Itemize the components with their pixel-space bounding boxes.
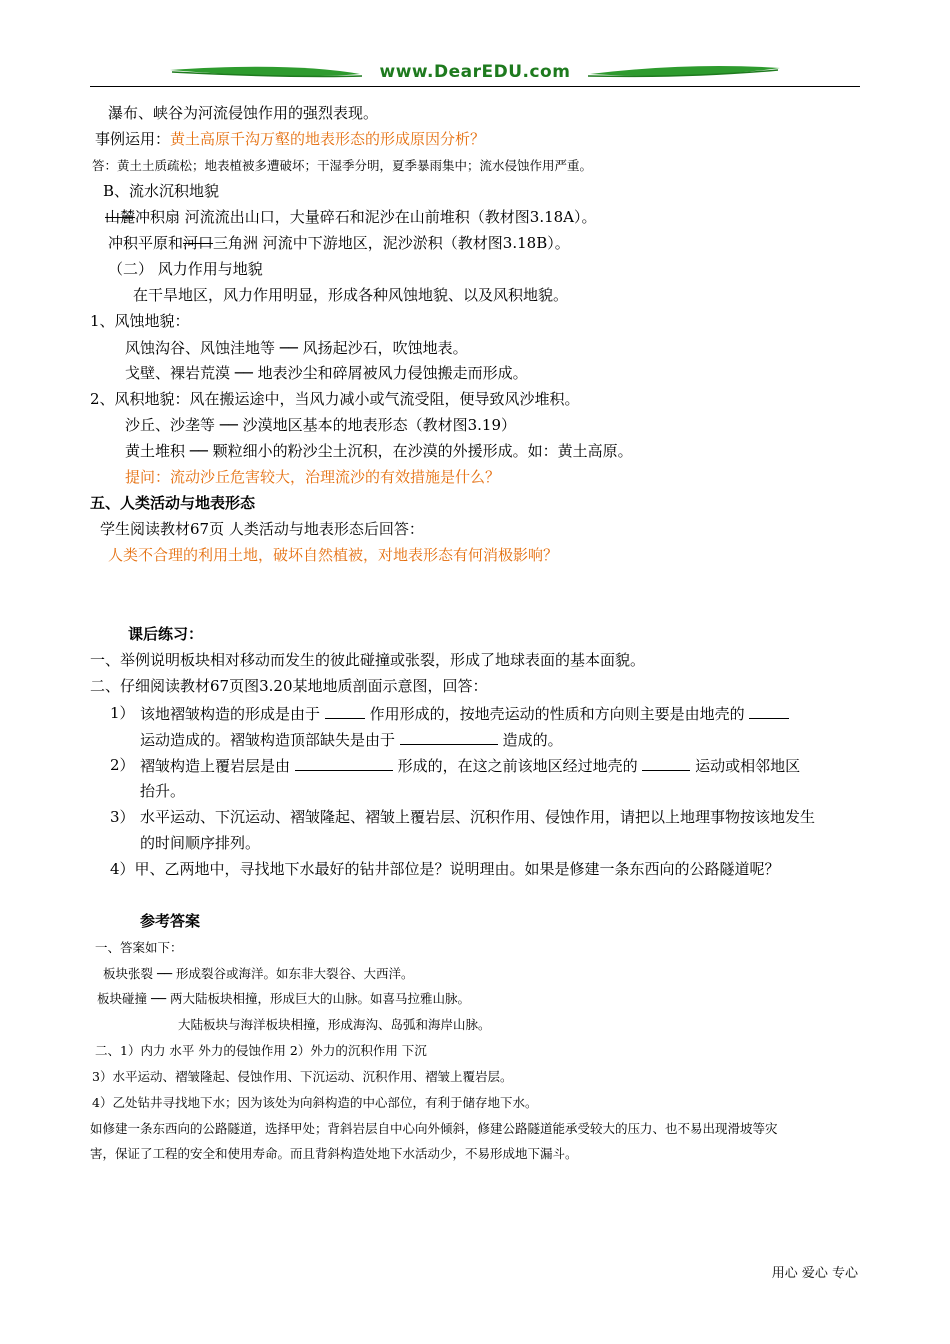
answer-line: 一、答案如下： (95, 940, 183, 955)
subheading: B、流水沉积地貌 (103, 182, 220, 200)
text-line: 山麓冲积扇 河流流出山口，大量碎石和泥沙在山前堆积（教材图3.18A）。 (105, 208, 597, 226)
text-line: 在干旱地区，风力作用明显，形成各种风蚀地貌、以及风积地貌。 (133, 286, 569, 304)
exercise-title: 课后练习： (128, 625, 204, 643)
answer-line: 板块碰撞 ── 两大陆板块相撞，形成巨大的山脉。如喜马拉雅山脉。 (97, 991, 470, 1006)
header-site-name: www.DearEDU.com (379, 62, 571, 82)
text-line: 2、风积地貌：风在搬运途中，当风力减小或气流受阻，便导致风沙堆积。 (90, 390, 580, 408)
page-footer: 用心 爱心 专心 (771, 1266, 858, 1281)
exercise-question: 一、举例说明板块相对移动而发生的彼此碰撞或张裂，形成了地球表面的基本面貌。 (90, 651, 646, 669)
fill-blank[interactable] (749, 704, 789, 719)
example-label: 事例运用： (95, 130, 171, 148)
answer-line: 板块张裂 ── 形成裂谷或海洋。如东非大裂谷、大西洋。 (103, 966, 414, 981)
fill-blank[interactable] (295, 756, 393, 771)
fill-blank[interactable] (642, 756, 690, 771)
exercise-subquestion-cont: 的时间顺序排列。 (140, 834, 261, 852)
answer-line: 4）乙处钻井寻找地下水；因为该处为向斜构造的中心部位，有利于储存地下水。 (92, 1095, 538, 1110)
answer-line: 答：黄土土质疏松；地表植被多遭破坏；干湿季分明，夏季暴雨集中；流水侵蚀作用严重。 (92, 158, 593, 173)
fill-blank[interactable] (325, 704, 365, 719)
exercise-subquestion-cont: 运动造成的。褶皱构造顶部缺失是由于 造成的。 (140, 731, 563, 749)
page-header (90, 58, 860, 90)
question-line: 人类不合理的利用土地，破坏自然植被，对地表形态有何消极影响？ (108, 546, 559, 564)
text-line: 黄土堆积 ── 颗粒细小的粉沙尘土沉积，在沙漠的外援形成。如：黄土高原。 (125, 442, 633, 460)
list-number: 2） (110, 756, 135, 774)
answer-line: 害，保证了工程的安全和使用寿命。而且背斜构造处地下水活动少，不易形成地下漏斗。 (90, 1146, 578, 1161)
list-number: 3） (110, 808, 135, 826)
struck-text: 山麓 (105, 208, 136, 226)
text-line: 冲积平原和河口三角洲 河流中下游地区，泥沙淤积（教材图3.18B）。 (108, 234, 570, 252)
example-question: 黄土高原千沟万壑的地表形态的形成原因分析？ (170, 130, 486, 148)
header-rule (90, 86, 860, 87)
text-line: 戈壁、裸岩荒漠 ── 地表沙尘和碎屑被风力侵蚀搬走而形成。 (125, 364, 528, 382)
text-line: 风蚀沟谷、风蚀洼地等 ── 风扬起沙石，吹蚀地表。 (125, 339, 468, 357)
exercise-subquestion: 4）甲、乙两地中，寻找地下水最好的钻井部位是？说明理由。如果是修建一条东西向的公路隧道呢？ (110, 860, 780, 878)
subheading: （二） 风力作用与地貌 (108, 260, 263, 278)
text-line (95, 130, 485, 148)
answer-line: 大陆板块与海洋板块相撞，形成海沟、岛弧和海岸山脉。 (178, 1017, 491, 1032)
answer-line: 3）水平运动、褶皱隆起、侵蚀作用、下沉运动、沉积作用、褶皱上覆岩层。 (92, 1069, 513, 1084)
exercise-question: 二、仔细阅读教材67页图3.20某地地质剖面示意图，回答： (90, 677, 488, 695)
text-line: 沙丘、沙垄等 ── 沙漠地区基本的地表形态（教材图3.19） (125, 416, 516, 434)
text-line: 学生阅读教材67页 人类活动与地表形态后回答： (100, 520, 424, 538)
exercise-subquestion-cont: 抬升。 (140, 782, 186, 800)
exercise-subquestion: 褶皱构造上覆岩层是由 形成的，在这之前该地区经过地壳的 运动或相邻地区 (140, 757, 801, 775)
question-line: 提问：流动沙丘危害较大，治理流沙的有效措施是什么？ (125, 468, 501, 486)
list-number: 1） (110, 704, 135, 722)
section-heading: 五、人类活动与地表形态 (90, 494, 256, 512)
exercise-subquestion: 水平运动、下沉运动、褶皱隆起、褶皱上覆岩层、沉积作用、侵蚀作用，请把以上地理事物按该地发生 (140, 808, 816, 826)
text-line: 1、风蚀地貌： (90, 312, 190, 330)
answer-line: 如修建一条东西向的公路隧道，选择甲处；背斜岩层自中心向外倾斜，修建公路隧道能承受较大的压力、也不易出现滑坡等灾 (90, 1121, 778, 1136)
answers-title: 参考答案 (140, 912, 201, 930)
fill-blank[interactable] (400, 730, 498, 745)
exercise-subquestion: 该地褶皱构造的形成是由于 作用形成的，按地壳运动的性质和方向则主要是由地壳的 (140, 704, 789, 723)
text-line: 瀑布、峡谷为河流侵蚀作用的强烈表现。 (108, 104, 379, 122)
answer-line: 二、1）内力 水平 外力的侵蚀作用 2）外力的沉积作用 下沉 (95, 1043, 427, 1058)
struck-text: 河口 (183, 234, 214, 252)
